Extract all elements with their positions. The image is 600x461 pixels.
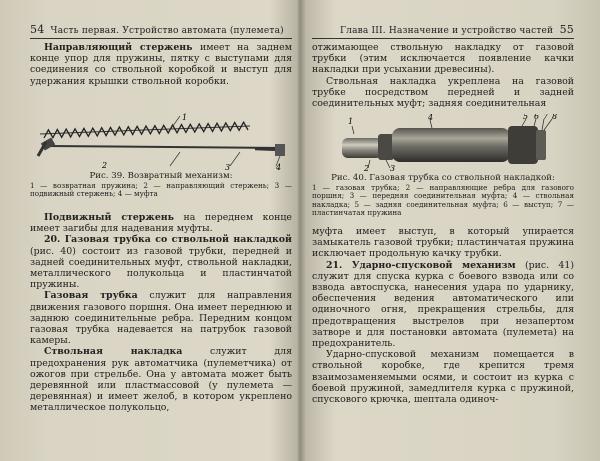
fig39-label-1: 1 — [182, 113, 188, 122]
section-20-heading: 20. Газовая трубка со ствольной накладкой — [44, 234, 292, 246]
figure-39 — [30, 112, 292, 172]
fig40-items: 1 — газовая трубка; 2 — направляющие ребра для газового поршня; 3 — передняя соединительная муфта; 4 — ствольная накладка; 5 — задняя соединительная муфта; 6 — выступ; 7 — пластинчатая пружина — [312, 182, 574, 218]
fig40-title: Рис. 40. Газовая трубка со ствольной накладкой: — [331, 173, 555, 183]
right-para-2 — [312, 226, 574, 405]
term-handguard: Ствольная накладка — [44, 346, 183, 358]
fig39-label-2: 2 — [102, 161, 108, 170]
term-guide-rod: Направляющий стержень — [44, 42, 193, 53]
left-running-head — [30, 20, 292, 39]
para-text: (рис. 40) состоит из газовой трубки, передней и задней соединительных муфт, ствольной накладки, металлического полукольца и пластинчатой пружины. — [30, 245, 292, 291]
right-page-number: 55 — [559, 23, 574, 36]
para-text: муфта имеет выступ, в который упирается замыкатель газовой трубки; пластинчатая пружина исключает продольную качку трубки. — [312, 226, 574, 260]
term-gas-tube: Газовая трубка — [44, 290, 138, 302]
right-para-1 — [312, 42, 574, 109]
right-running-title: Глава III. Назначение и устройство частей — [340, 26, 554, 36]
para-text: служит для предохранения рук автоматчика (пулеметчика) от ожогов при стрельбе. Она у автомата может быть деревянной или пластмассовой (у пулемета — деревянная) и имеет желоб, в котором укреплено металлическое полукольцо, — [30, 346, 293, 414]
fig40-label-6: 6 — [534, 114, 540, 121]
fig40-label-8: 8 — [552, 114, 558, 121]
fig40-label-1: 1 — [348, 117, 354, 126]
para-text: отжимающее ствольную накладку от газовой трубки (этим исключается появление качки накладки при усыхании древесины). — [312, 42, 574, 76]
right-page — [312, 0, 574, 461]
fig39-label-3: 3 — [225, 163, 231, 172]
left-para-1 — [30, 42, 292, 87]
fig40-label-4: 4 — [428, 114, 434, 122]
fig40-caption — [312, 174, 574, 218]
para-text: служит для направления движения газового поршня. Она имеет переднюю и заднюю соединительные ребра. Передним концом газовая трубка надевается на патрубок газовой камеры. — [30, 290, 293, 347]
para-text: имеет на заднем конце упор для пружины, пятку с выступами для соединения со ствольной коробкой и выступ для удержания крышки ствольной коробки. — [30, 42, 292, 87]
recoil-mechanism-drawing — [30, 112, 292, 172]
para-text: (рис. 41) служит для спуска курка с боевого взвода или со взвода автоспуска, нанесения удара по ударнику, обеспечения ведения автоматического или одиночного огня, прекращения стрельбы, для предотвращения выстрелов при незапертом затворе и для постановки автомата (пулемета) на предохранитель. — [312, 259, 574, 350]
term-movable-rod: Подвижный стержень — [44, 212, 175, 223]
figure-40 — [312, 114, 574, 172]
right-running-head — [312, 20, 574, 39]
fig40-label-3: 3 — [390, 164, 396, 172]
para-text: Ударно-спусковой механизм помещается в ствольной коробке, где крепится тремя взаимозаменяемыми осями, и состоит из курка с боевой пружиной, замедлителя курка с пружиной, спускового крючка, шептала одиноч- — [312, 349, 574, 406]
fig40-label-5: 5 — [523, 114, 529, 121]
left-page-number: 54 — [30, 23, 45, 36]
left-page — [30, 0, 292, 461]
fig39-caption — [30, 172, 292, 199]
section-21-heading: 21. Ударно-спусковой механизм — [326, 259, 516, 271]
fig40-label-2: 2 — [364, 164, 370, 172]
fig39-items: 1 — возвратная пружина; 2 — направляющий стержень; 3 — подвижный стержень; 4 — муфта — [30, 180, 292, 199]
left-para-2 — [30, 212, 292, 414]
left-running-title: Часть первая. Устройство автомата (пулемета) — [50, 26, 284, 36]
fig40-label-7: 7 — [543, 114, 549, 121]
gas-tube-drawing — [312, 114, 574, 172]
para-text: на переднем конце имеет загибы для надевания муфты. — [30, 212, 292, 235]
fig39-title: Рис. 39. Возвратный механизм: — [89, 171, 233, 181]
para-text: Ствольная накладка укреплена на газовой трубке посредством передней и задней соединительных муфт; задняя соединительная — [312, 75, 574, 110]
fig39-label-4: 4 — [276, 163, 282, 172]
